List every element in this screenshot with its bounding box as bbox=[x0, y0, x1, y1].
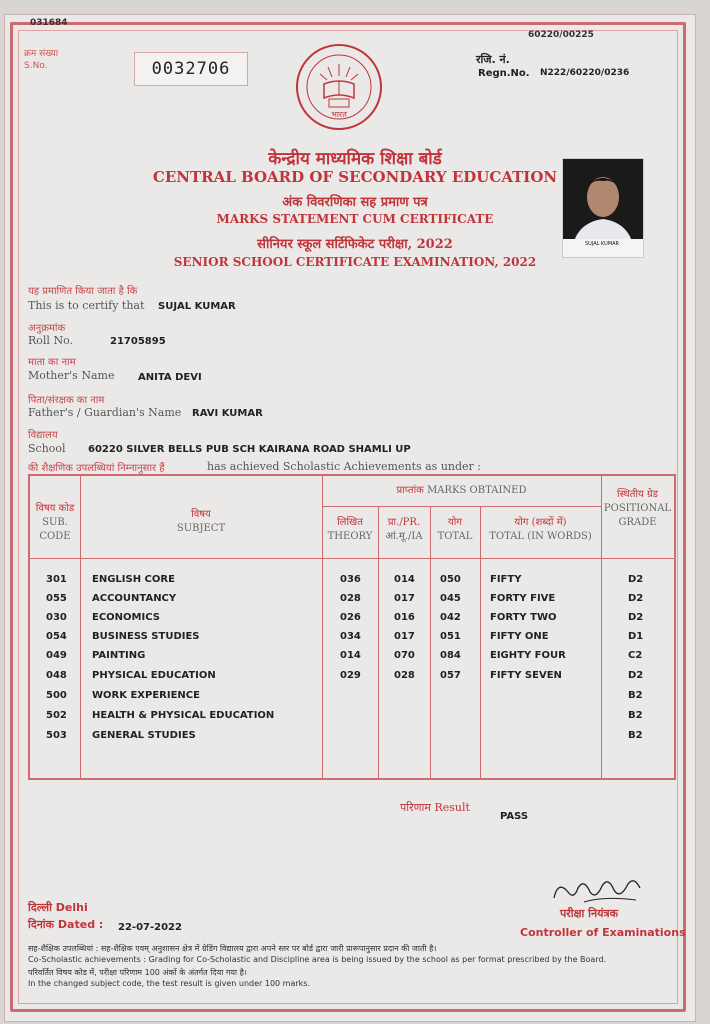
roll-label-hi: अनुक्रमांक bbox=[28, 323, 66, 334]
theory-marks: 036 bbox=[340, 574, 361, 585]
subject-name: WORK EXPERIENCE bbox=[92, 690, 200, 701]
school-label-en: School bbox=[28, 442, 66, 455]
achieved-label-hi: की शैक्षणिक उपलब्धियां निम्नानुसार हैं bbox=[28, 463, 165, 474]
father-name: RAVI KUMAR bbox=[192, 408, 263, 419]
total-marks: 045 bbox=[440, 593, 461, 604]
header-subject: विषय SUBJECT bbox=[176, 509, 226, 534]
practical-marks: 014 bbox=[394, 574, 415, 585]
regn-label-en: Regn.No. bbox=[478, 68, 530, 79]
school-label-hi: विद्यालय bbox=[28, 430, 58, 441]
positional-grade: D2 bbox=[628, 612, 644, 623]
total-marks: 051 bbox=[440, 631, 461, 642]
theory-marks: 028 bbox=[340, 593, 361, 604]
positional-grade: D1 bbox=[628, 631, 644, 642]
subject-name: GENERAL STUDIES bbox=[92, 730, 196, 741]
total-in-words: EIGHTY FOUR bbox=[490, 650, 566, 661]
subject-name: BUSINESS STUDIES bbox=[92, 631, 200, 642]
total-marks: 050 bbox=[440, 574, 461, 585]
header-marks-obtained: प्राप्तांक MARKS OBTAINED bbox=[396, 485, 527, 496]
certify-label-en: This is to certify that bbox=[28, 299, 145, 312]
subject-name: PAINTING bbox=[92, 650, 146, 661]
sub-code: 502 bbox=[46, 710, 67, 721]
positional-grade: C2 bbox=[628, 650, 643, 661]
svg-text:भारत: भारत bbox=[331, 110, 347, 119]
marks-table bbox=[28, 474, 676, 780]
practical-marks: 016 bbox=[394, 612, 415, 623]
note-2-hi: परिवर्तित विषय कोड में, परीक्षा परिणाम 100 अंकों के अंतर्गत दिया गया है। bbox=[28, 968, 247, 977]
total-in-words: FIFTY ONE bbox=[490, 631, 549, 642]
statement-title-hi: अंक विवरणिका सह प्रमाण पत्र bbox=[282, 195, 428, 210]
mother-label-hi: माता का नाम bbox=[28, 357, 76, 368]
exam-title-en: SENIOR SCHOOL CERTIFICATE EXAMINATION, 2022 bbox=[173, 255, 537, 269]
header-total-words: योग (शब्दों में) TOTAL (IN WORDS) bbox=[489, 517, 592, 542]
subject-name: ECONOMICS bbox=[92, 612, 160, 623]
roll-number: 21705895 bbox=[110, 336, 166, 347]
cbse-emblem-icon bbox=[294, 42, 384, 132]
regn-label-hi: रजि. नं. bbox=[476, 53, 510, 66]
dated-label: दिनांक Dated : bbox=[28, 918, 104, 931]
sub-code: 048 bbox=[46, 670, 67, 681]
header-grade: स्थितीय ग्रेड POSITIONAL GRADE bbox=[603, 489, 672, 528]
statement-title-en: MARKS STATEMENT CUM CERTIFICATE bbox=[216, 212, 494, 226]
header-theory: लिखित THEORY bbox=[327, 517, 373, 542]
exam-title-hi: सीनियर स्कूल सर्टिफिकेट परीक्षा, 2022 bbox=[257, 237, 453, 252]
note-1-hi: सह-शैक्षिक उपलब्धियां : सह-शैक्षिक एवम् अनुशासन क्षेत्र में ग्रेडिंग विद्यालय द्वारा अपने स्तर पर बोर्ड द्वारा जारी प्रारूपानुसार प्रदान की जाती है। bbox=[28, 944, 437, 953]
result-label: परिणाम Result bbox=[400, 801, 470, 814]
board-title-hi: केन्द्रीय माध्यमिक शिक्षा बोर्ड bbox=[268, 149, 442, 169]
serial-top-left: 031684 bbox=[30, 18, 68, 28]
theory-marks: 034 bbox=[340, 631, 361, 642]
theory-marks: 014 bbox=[340, 650, 361, 661]
sub-code: 055 bbox=[46, 593, 67, 604]
certify-label-hi: यह प्रमाणित किया जाता है कि bbox=[28, 286, 138, 297]
signature bbox=[544, 870, 656, 910]
total-in-words: FORTY FIVE bbox=[490, 593, 556, 604]
achieved-label-en: has achieved Scholastic Achievements as under : bbox=[207, 460, 482, 473]
sub-code: 054 bbox=[46, 631, 67, 642]
roll-label-en: Roll No. bbox=[28, 334, 73, 347]
serial-label: क्रम संख्या S.No. bbox=[24, 49, 59, 71]
positional-grade: B2 bbox=[628, 730, 643, 741]
practical-marks: 017 bbox=[394, 631, 415, 642]
note-2-en: In the changed subject code, the test result is given under 100 marks. bbox=[28, 979, 310, 988]
practical-marks: 070 bbox=[394, 650, 415, 661]
header-total: योग TOTAL bbox=[437, 517, 473, 542]
subject-name: PHYSICAL EDUCATION bbox=[92, 670, 216, 681]
serial-top-right: 60220/00225 bbox=[528, 30, 594, 40]
sub-code: 301 bbox=[46, 574, 67, 585]
subject-name: HEALTH & PHYSICAL EDUCATION bbox=[92, 710, 275, 721]
board-title-en: CENTRAL BOARD OF SECONDARY EDUCATION bbox=[152, 168, 558, 186]
mother-name: ANITA DEVI bbox=[138, 372, 202, 383]
positional-grade: B2 bbox=[628, 710, 643, 721]
subject-name: ENGLISH CORE bbox=[92, 574, 175, 585]
positional-grade: D2 bbox=[628, 593, 644, 604]
header-sub-code: विषय कोड SUB. CODE bbox=[35, 503, 75, 542]
controller-label-en: Controller of Examinations bbox=[520, 926, 686, 939]
positional-grade: B2 bbox=[628, 690, 643, 701]
sub-code: 030 bbox=[46, 612, 67, 623]
place: दिल्ली Delhi bbox=[28, 901, 88, 914]
issue-date: 22-07-2022 bbox=[118, 922, 182, 933]
positional-grade: D2 bbox=[628, 670, 644, 681]
note-1-en: Co-Scholastic achievements : Grading for Co-Scholastic and Discipline area is being issued by the school as per format prescribed by the Board. bbox=[28, 955, 607, 964]
father-label-en: Father's / Guardian's Name bbox=[28, 406, 182, 419]
practical-marks: 017 bbox=[394, 593, 415, 604]
result-value: PASS bbox=[500, 811, 529, 822]
total-in-words: FIFTY SEVEN bbox=[490, 670, 562, 681]
theory-marks: 026 bbox=[340, 612, 361, 623]
photo-caption: SUJAL KUMAR bbox=[584, 241, 620, 247]
student-name: SUJAL KUMAR bbox=[158, 301, 236, 312]
total-marks: 042 bbox=[440, 612, 461, 623]
total-marks: 057 bbox=[440, 670, 461, 681]
total-in-words: FORTY TWO bbox=[490, 612, 557, 623]
positional-grade: D2 bbox=[628, 574, 644, 585]
header-practical: प्रा./PR. आं.मू./IA bbox=[385, 517, 423, 542]
father-label-hi: पिता/संरक्षक का नाम bbox=[28, 395, 105, 406]
school-name: 60220 SILVER BELLS PUB SCH KAIRANA ROAD SHAMLI UP bbox=[88, 444, 411, 455]
sub-code: 503 bbox=[46, 730, 67, 741]
serial-number-box: 0032706 bbox=[134, 52, 248, 86]
theory-marks: 029 bbox=[340, 670, 361, 681]
practical-marks: 028 bbox=[394, 670, 415, 681]
total-in-words: FIFTY bbox=[490, 574, 522, 585]
sub-code: 500 bbox=[46, 690, 67, 701]
subject-name: ACCOUNTANCY bbox=[92, 593, 177, 604]
total-marks: 084 bbox=[440, 650, 461, 661]
mother-label-en: Mother's Name bbox=[28, 369, 115, 382]
controller-label-hi: परीक्षा नियंत्रक bbox=[560, 907, 619, 920]
regn-number: N222/60220/0236 bbox=[540, 68, 630, 78]
sub-code: 049 bbox=[46, 650, 67, 661]
